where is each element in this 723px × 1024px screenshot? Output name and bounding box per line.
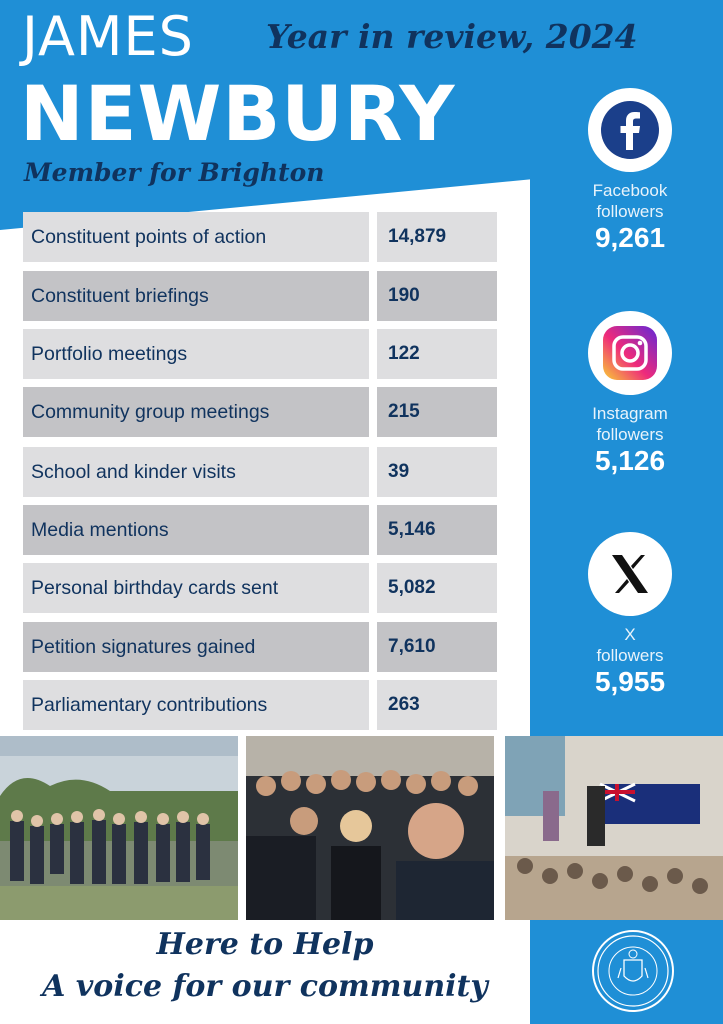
- stat-label: Constituent briefings: [23, 271, 369, 321]
- tagline-line1: Here to Help: [156, 927, 374, 962]
- stat-label: Parliamentary contributions: [23, 680, 369, 730]
- students-selfie-photo: [246, 736, 494, 920]
- x-icon[interactable]: [588, 532, 672, 616]
- stat-row: [23, 622, 497, 672]
- parliament-seal: [592, 930, 674, 1012]
- stat-row: [23, 212, 497, 262]
- instagram-count: 5,126: [594, 445, 666, 476]
- instagram-label: Instagram followers: [592, 404, 668, 444]
- x-count: 5,955: [594, 666, 666, 697]
- stat-value: 122: [377, 329, 497, 379]
- year-in-review-title: Year in review, 2024: [266, 17, 638, 56]
- last-name: NEWBURY: [20, 69, 456, 158]
- first-name: JAMES: [22, 5, 194, 68]
- stat-value: 5,082: [377, 563, 497, 613]
- community-group-photo: [0, 736, 238, 920]
- stat-label: Portfolio meetings: [23, 329, 369, 379]
- facebook-count: 9,261: [594, 222, 666, 253]
- stat-row: [23, 329, 497, 379]
- facebook-stat: [560, 88, 700, 254]
- stat-label: Media mentions: [23, 505, 369, 555]
- tagline-line2: A voice for our community: [42, 969, 488, 1004]
- stat-value: 39: [377, 447, 497, 497]
- stat-row: [23, 387, 497, 437]
- stat-value: 14,879: [377, 212, 497, 262]
- stat-label: School and kinder visits: [23, 447, 369, 497]
- stat-row: [23, 680, 497, 730]
- facebook-icon[interactable]: [588, 88, 672, 172]
- instagram-icon[interactable]: [588, 311, 672, 395]
- stat-row: [23, 505, 497, 555]
- stat-value: 215: [377, 387, 497, 437]
- stat-value: 190: [377, 271, 497, 321]
- stat-label: Community group meetings: [23, 387, 369, 437]
- stat-value: 7,610: [377, 622, 497, 672]
- stat-value: 263: [377, 680, 497, 730]
- stat-label: Personal birthday cards sent: [23, 563, 369, 613]
- member-subtitle: Member for Brighton: [24, 158, 325, 187]
- x-label: X followers: [596, 625, 664, 665]
- facebook-label: Facebook followers: [592, 181, 668, 221]
- stat-label: Constituent points of action: [23, 212, 369, 262]
- stat-row: [23, 271, 497, 321]
- stat-label: Petition signatures gained: [23, 622, 369, 672]
- school-visit-photo: [505, 736, 723, 920]
- x-stat: [560, 532, 700, 698]
- stat-value: 5,146: [377, 505, 497, 555]
- stat-row: [23, 447, 497, 497]
- instagram-stat: [560, 311, 700, 477]
- stat-row: [23, 563, 497, 613]
